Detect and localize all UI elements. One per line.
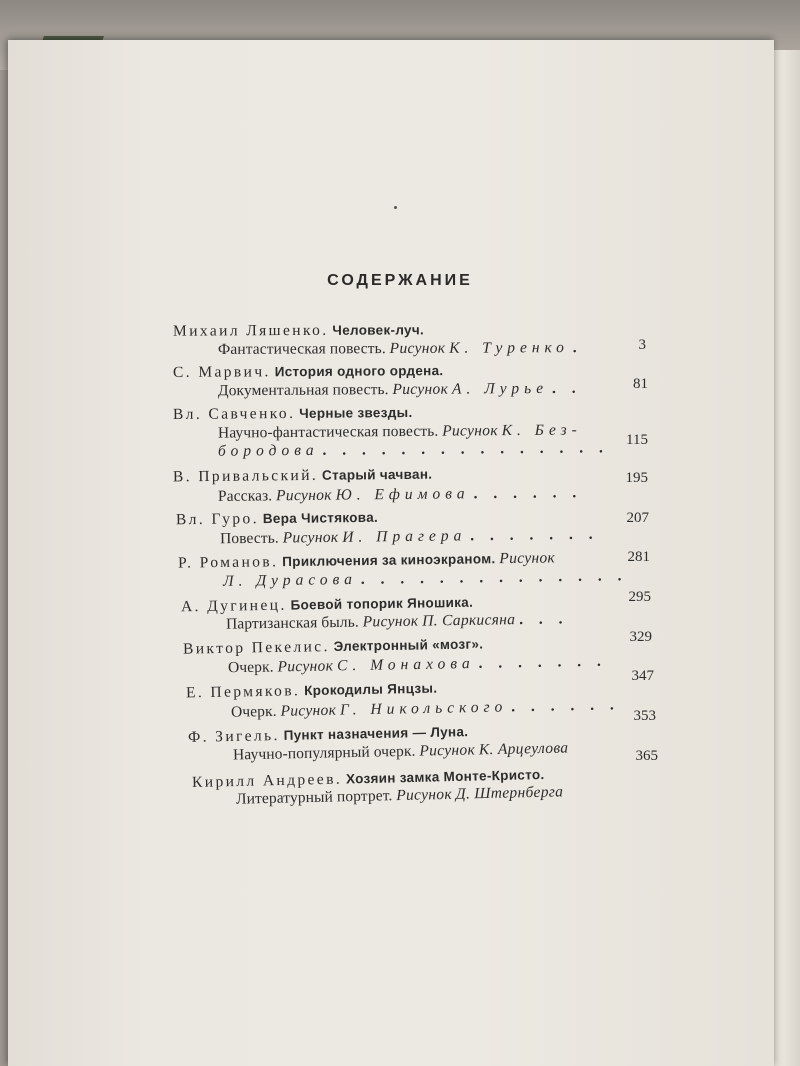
- leader-dots: .: [572, 339, 583, 357]
- toc-entry-4-line-2: [218, 484, 582, 506]
- author: Ф. Зигель.: [187, 727, 280, 746]
- author: Кирилл Андреев.: [191, 770, 343, 791]
- toc-entry-3-line-3: [218, 439, 609, 460]
- description: Литературный портрет.: [235, 787, 393, 808]
- contents-heading: СОДЕРЖАНИЕ: [327, 272, 473, 289]
- page-number: 365: [635, 748, 658, 764]
- page-number: 295: [628, 589, 651, 605]
- illustrator-label: Рисунок: [282, 528, 339, 547]
- author: Вл. Гуро.: [175, 510, 260, 529]
- author: Михаил Ляшенко.: [172, 321, 329, 340]
- illustrator-label: Рисунок: [362, 612, 419, 631]
- illustrator-label: Рисунок: [277, 657, 334, 676]
- work-title: Крокодилы Янцзы.: [303, 680, 438, 699]
- illustrator-label: Рисунок: [392, 380, 449, 399]
- page-number: 3: [638, 337, 646, 353]
- leader-dots: . . . . . . .: [478, 652, 608, 672]
- description: Научно-фантастическая повесть.: [217, 422, 439, 442]
- author: Виктор Пекелис.: [182, 638, 330, 658]
- work-title: История одного ордена.: [274, 363, 444, 380]
- illustrator-label: Рисунок: [419, 741, 476, 760]
- page-number: 195: [625, 470, 648, 486]
- page-number: 81: [633, 376, 648, 392]
- page-number: 347: [631, 668, 654, 684]
- illustrator-label: Рисунок: [276, 486, 332, 505]
- illustrator-name: К. Без-: [501, 421, 582, 440]
- description: Фантастическая повесть.: [217, 340, 386, 358]
- page-number: 329: [629, 629, 652, 645]
- description: Рассказ.: [217, 487, 273, 505]
- illustrator-label: Рисунок: [396, 785, 453, 805]
- description: Научно-популярный очерк.: [232, 742, 416, 764]
- illustrator-name: К. Арцеулова: [478, 739, 569, 759]
- toc-entry-3-line-1: [173, 404, 413, 424]
- illustrator-label: Рисунок: [442, 422, 498, 440]
- work-title: Приключения за киноэкраном.: [282, 551, 496, 570]
- page-number: 353: [633, 708, 656, 724]
- illustrator-name: Ю. Ефимова: [335, 485, 470, 504]
- illustrator-label: Рисунок: [389, 339, 446, 358]
- illustrator-label: Рисунок: [280, 701, 337, 720]
- work-title: Черные звезды.: [299, 404, 413, 421]
- illustrator-name: А. Лурье: [451, 379, 549, 398]
- author: В. Привальский.: [172, 466, 319, 486]
- author: Вл. Савченко.: [172, 404, 296, 424]
- leader-dots: . . . . . .: [511, 696, 620, 716]
- toc-entry-2-line-1: [173, 362, 444, 382]
- illustrator-name: Г. Никольского: [339, 698, 508, 719]
- page-number: 281: [627, 549, 650, 565]
- toc-entry-1-line-2: [218, 339, 583, 359]
- illustrator-name: Л. Дурасова: [222, 570, 358, 590]
- work-title: Хозяин замка Монте-Кристо.: [345, 767, 545, 787]
- page-number: 115: [626, 432, 648, 448]
- leader-dots: . . . . . .: [473, 484, 583, 503]
- work-title: Вера Чистякова.: [262, 509, 379, 527]
- work-title: Человек-луч.: [332, 322, 425, 338]
- toc-entry-2-line-2: [218, 380, 582, 401]
- toc-entry-4-line-1: [173, 466, 432, 487]
- illustrator-label: Рисунок: [499, 549, 556, 568]
- description: Документальная повесть.: [217, 381, 389, 400]
- illustrator-name: И. Прагера: [342, 527, 467, 546]
- work-title: Старый чачван.: [321, 466, 433, 483]
- author: Е. Пермяков.: [185, 682, 301, 702]
- toc-entry-5-line-1: [176, 509, 378, 529]
- leader-dots: . . .: [518, 610, 569, 629]
- work-title: Электронный «мозг».: [333, 636, 484, 654]
- page-number: 207: [626, 510, 649, 526]
- description: Партизанская быль.: [225, 613, 359, 633]
- work-title: Боевой топорик Яношика.: [290, 594, 474, 613]
- illustrator-name-cont: бородова: [217, 441, 319, 460]
- leader-dots: . . . . . . .: [470, 525, 599, 545]
- author: С. Марвич.: [172, 363, 271, 381]
- leader-dots: . . . . . . . . . . . . . .: [360, 567, 628, 588]
- illustrator-name: Д. Штернберга: [455, 783, 564, 803]
- illustrator-name: С. Монахова: [336, 655, 475, 675]
- illustrator-name: П. Саркисяна: [422, 611, 516, 630]
- author: Р. Романов.: [177, 553, 279, 572]
- work-title: Пункт назначения — Луна.: [283, 724, 469, 743]
- print-dot: [394, 206, 397, 209]
- leader-dots: . .: [551, 379, 582, 397]
- description: Повесть.: [219, 529, 279, 548]
- description: Очерк.: [230, 702, 277, 721]
- illustrator-name: К. Туренко: [449, 339, 569, 357]
- leader-dots: . . . . . . . . . . . . . . .: [322, 439, 609, 459]
- description: Очерк.: [227, 658, 274, 677]
- author: А. Дугинец.: [180, 596, 287, 616]
- toc-entry-1-line-1: [173, 321, 424, 340]
